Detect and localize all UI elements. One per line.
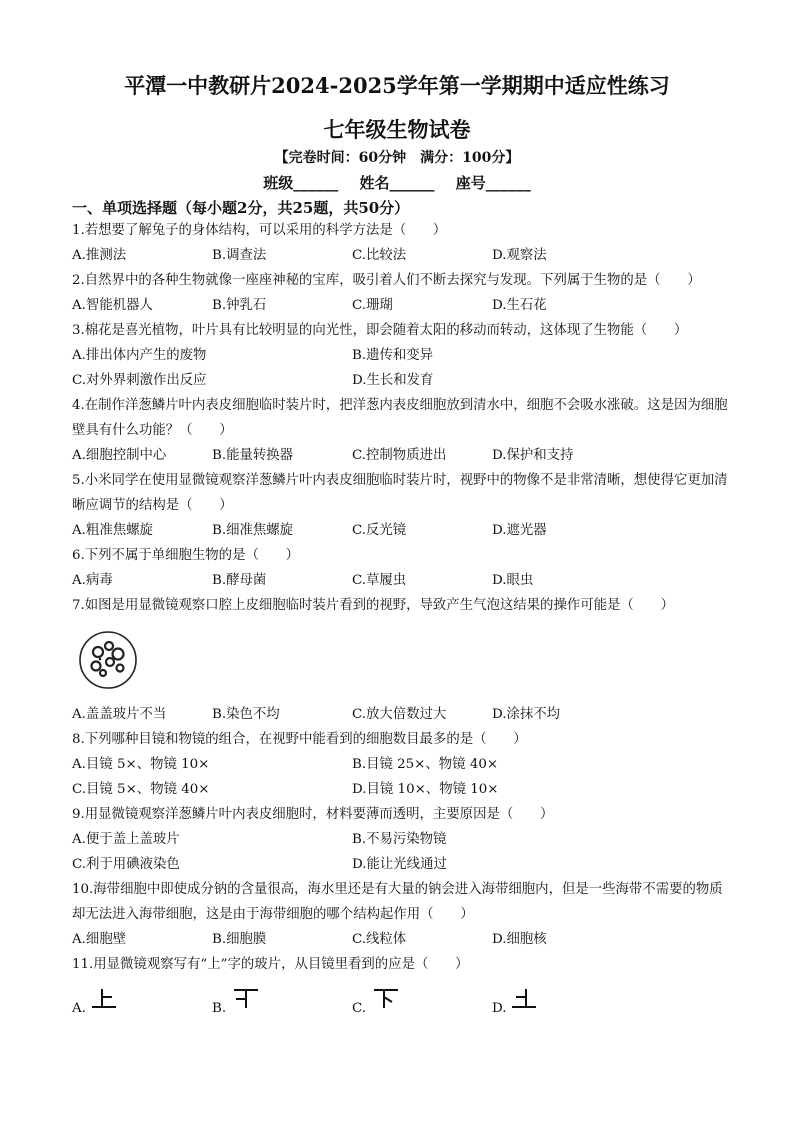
option-a: A.细胞壁 bbox=[72, 932, 127, 947]
option-c: C.放大倍数过大 bbox=[352, 707, 447, 722]
question-5-options bbox=[72, 518, 732, 543]
question-6: 6.下列不属于单细胞生物的是（ ） bbox=[72, 548, 300, 563]
option-c: C.控制物质进出 bbox=[352, 448, 447, 463]
question-4: 4.在制作洋葱鳞片叶内表皮细胞临时装片时，把洋葱内表皮细胞放到清水中，细胞不会吸水涨破。这是因为细胞壁具有什么功能？（ ） bbox=[72, 398, 728, 438]
section-title: 一、单项选择题（每小题2分，共25题，共50分） bbox=[72, 199, 410, 217]
question-10-options bbox=[72, 927, 732, 952]
option-d: D.能让光线通过 bbox=[352, 857, 447, 872]
question-8-options-row2 bbox=[72, 777, 732, 802]
option-c: C.对外界刺激作出反应 bbox=[72, 373, 207, 388]
option-c: C.目镜 5×、物镜 40× bbox=[72, 782, 210, 797]
exam-info: 【完卷时间：60分钟 满分：100分】 bbox=[274, 150, 520, 166]
option-a: A.推测法 bbox=[72, 248, 127, 263]
option-d: D.目镜 10×、物镜 10× bbox=[352, 782, 499, 797]
question-9-options-row2 bbox=[72, 852, 732, 877]
option-c: C.反光镜 bbox=[352, 523, 407, 538]
option-b: B.目镜 25×、物镜 40× bbox=[352, 757, 499, 772]
option-a: A.便于盖上盖玻片 bbox=[72, 832, 180, 847]
option-d: D.观察法 bbox=[492, 248, 547, 263]
option-b: B.不易污染物镜 bbox=[352, 832, 447, 847]
option-a: A.病毒 bbox=[72, 573, 113, 588]
option-c: C.比较法 bbox=[352, 248, 407, 263]
option-d: D.眼虫 bbox=[492, 573, 534, 588]
seat-field: 座号______ bbox=[455, 174, 531, 192]
option-c: C.珊瑚 bbox=[352, 298, 393, 313]
option-c: C.线粒体 bbox=[352, 932, 407, 947]
student-fields bbox=[0, 172, 794, 193]
question-2-options bbox=[72, 293, 732, 318]
question-8-options-row1 bbox=[72, 752, 732, 777]
class-field: 班级______ bbox=[263, 174, 339, 192]
option-b: B.钟乳石 bbox=[212, 298, 267, 313]
option-b: B.能量转换器 bbox=[212, 448, 294, 463]
option-c: C.利于用碘液染色 bbox=[72, 857, 180, 872]
question-5: 5.小米同学在使用显微镜观察洋葱鳞片叶内表皮细胞临时装片时，视野中的物像不是非常清晰，想使得它更加清晰应调节的结构是（ ） bbox=[72, 473, 728, 513]
char-upright-shang-icon bbox=[90, 985, 120, 1013]
option-b: B.染色不均 bbox=[212, 707, 280, 722]
option-c: C.草履虫 bbox=[352, 573, 407, 588]
char-xia-icon bbox=[370, 985, 400, 1013]
question-1-options bbox=[72, 243, 732, 268]
option-b: B.细准焦螺旋 bbox=[212, 523, 294, 538]
option-a: A.盖盖玻片不当 bbox=[72, 707, 167, 722]
question-3: 3.棉花是喜光植物，叶片具有比较明显的向光性，即会随着太阳的移动而转动，这体现了生物能（ ） bbox=[72, 323, 688, 338]
question-3-options-row1 bbox=[72, 343, 732, 368]
option-b: B.调查法 bbox=[212, 248, 267, 263]
option-b-label: B. bbox=[212, 1001, 227, 1016]
question-11: 11.用显微镜观察写有“上”字的玻片，从目镜里看到的应是（ ） bbox=[72, 957, 469, 972]
question-2: 2.自然界中的各种生物就像一座座神秘的宝库，吸引着人们不断去探究与发现。下列属于生物的是（ ） bbox=[72, 273, 701, 288]
question-9: 9.用显微镜观察洋葱鳞片叶内表皮细胞时，材料要薄而透明，主要原因是（ ） bbox=[72, 807, 554, 822]
option-a-label: A. bbox=[72, 1001, 86, 1016]
question-7: 7.如图是用显微镜观察口腔上皮细胞临时装片看到的视野，导致产生气泡这结果的操作可能是（ ） bbox=[72, 598, 674, 613]
option-a: A.粗准焦螺旋 bbox=[72, 523, 153, 538]
option-d: D.涂抹不均 bbox=[492, 707, 561, 722]
char-flipped-shang-icon bbox=[230, 985, 260, 1013]
option-a: A.智能机器人 bbox=[72, 298, 153, 313]
question-8: 8.下列哪种目镜和物镜的组合，在视野中能看到的细胞数目最多的是（ ） bbox=[72, 732, 527, 747]
option-d: D.生石花 bbox=[492, 298, 547, 313]
char-mirrored-shang-icon bbox=[510, 985, 540, 1013]
option-a: A.目镜 5×、物镜 10× bbox=[72, 757, 210, 772]
question-9-options-row1 bbox=[72, 827, 732, 852]
option-d-label: D. bbox=[492, 1001, 507, 1016]
option-d: D.细胞核 bbox=[492, 932, 547, 947]
option-d: D.遮光器 bbox=[492, 523, 547, 538]
question-6-options bbox=[72, 568, 732, 593]
option-b: B.细胞膜 bbox=[212, 932, 267, 947]
question-10: 10.海带细胞中即使成分钠的含量很高，海水里还是有大量的钠会进入海带细胞内，但是一些海带不需要的物质却无法进入海带细胞，这是由于海带细胞的哪个结构起作用（ ） bbox=[72, 882, 723, 922]
question-4-options bbox=[72, 443, 732, 468]
option-a: A.细胞控制中心 bbox=[72, 448, 167, 463]
option-b: B.遗传和变异 bbox=[352, 348, 434, 363]
microscope-view-figure bbox=[76, 630, 146, 690]
option-b: B.酵母菌 bbox=[212, 573, 267, 588]
exam-subtitle: 七年级生物试卷 bbox=[323, 117, 471, 142]
option-d: D.生长和发育 bbox=[352, 373, 434, 388]
question-7-options bbox=[72, 702, 732, 727]
option-c-label: C. bbox=[352, 1001, 367, 1016]
exam-title: 平潭一中教研片2024-2025学年第一学期期中适应性练习 bbox=[124, 73, 670, 98]
question-3-options-row2 bbox=[72, 368, 732, 393]
question-1: 1.若想要了解兔子的身体结构，可以采用的科学方法是（ ） bbox=[72, 223, 447, 238]
name-field: 姓名______ bbox=[359, 174, 435, 192]
option-a: A.排出体内产生的废物 bbox=[72, 348, 207, 363]
option-d: D.保护和支持 bbox=[492, 448, 574, 463]
